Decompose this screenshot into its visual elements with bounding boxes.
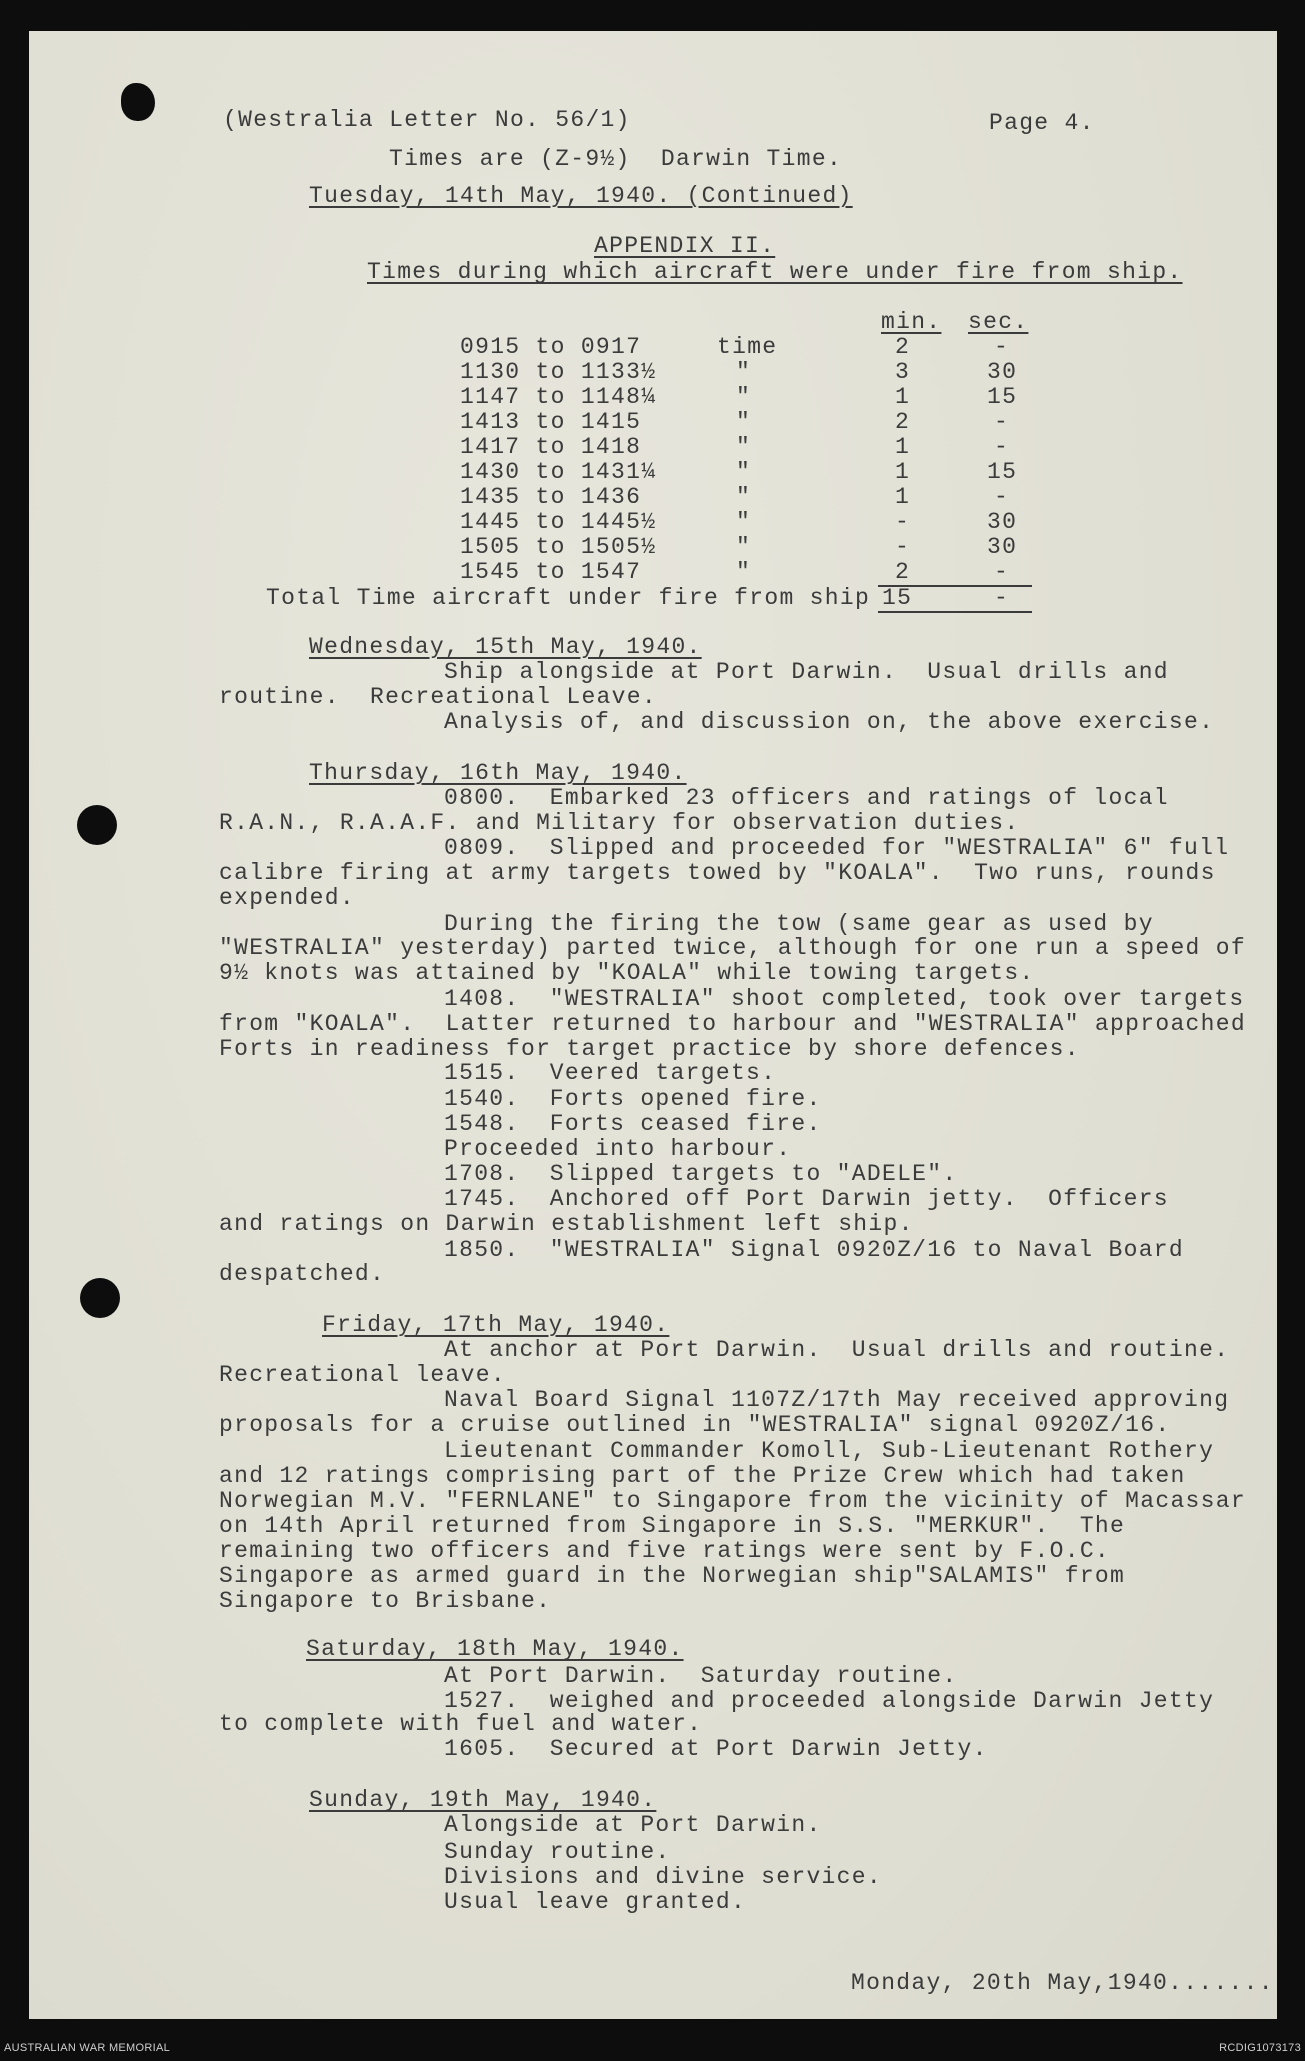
total-label: Total Time aircraft under fire from ship — [266, 585, 871, 612]
minutes: 2 — [895, 409, 911, 436]
log-line: from "KOALA". Latter returned to harbour and "WESTRALIA" approached — [219, 1010, 1246, 1037]
log-line: Usual leave granted. — [444, 1888, 747, 1915]
log-line: Sunday routine. — [444, 1838, 671, 1865]
log-line: 1745. Anchored off Port Darwin jetty. Officers — [444, 1185, 1169, 1212]
log-line: 1408. "WESTRALIA" shoot completed, took over targets — [444, 985, 1245, 1012]
row-label: time — [717, 334, 778, 361]
log-line: and 12 ratings comprising part of the Prize Crew which had taken — [219, 1462, 1186, 1489]
log-line: 9½ knots was attained by "KOALA" while towing targets. — [219, 959, 1035, 986]
seconds: 30 — [987, 359, 1018, 386]
seconds: - — [994, 334, 1010, 361]
log-line: calibre firing at army targets towed by "KOALA". Two runs, rounds — [219, 859, 1216, 886]
total-minutes: 15 — [882, 585, 913, 612]
log-line: Analysis of, and discussion on, the above exercise. — [444, 708, 1215, 735]
log-line: expended. — [219, 884, 355, 911]
time-range: 1445 to 1445½ — [460, 508, 657, 535]
log-line: Lieutenant Commander Komoll, Sub-Lieutenant Rothery — [444, 1437, 1215, 1464]
log-line: "WESTRALIA" yesterday) parted twice, although for one run a speed of — [219, 934, 1246, 961]
minutes: 3 — [895, 359, 911, 386]
time-range: 1435 to 1436 — [460, 484, 642, 510]
day-heading-sunday: Sunday, 19th May, 1940. — [309, 1787, 657, 1814]
log-line: 1605. Secured at Port Darwin Jetty. — [444, 1736, 988, 1763]
archive-id: RCDIG1073173 — [1219, 2042, 1301, 2054]
time-range: 1413 to 1415 — [460, 409, 642, 436]
row-label: " — [736, 484, 752, 510]
letter-reference: (Westralia Letter No. 56/1) — [223, 106, 631, 133]
total-rule — [878, 611, 1032, 613]
document-page — [29, 31, 1277, 2019]
log-line: At Port Darwin. Saturday routine. — [444, 1662, 958, 1689]
row-label: " — [736, 359, 752, 386]
minutes: 2 — [895, 558, 911, 585]
log-line: to complete with fuel and water. — [219, 1711, 703, 1738]
time-range: 0915 to 0917 — [460, 334, 642, 361]
column-header-sec: sec. — [968, 309, 1029, 336]
seconds: 15 — [987, 384, 1018, 411]
log-line: During the firing the tow (same gear as used by — [444, 911, 1154, 938]
log-line: R.A.N., R.A.A.F. and Military for observation duties. — [219, 809, 1020, 836]
seconds: 30 — [987, 508, 1018, 535]
continuation-note: Monday, 20th May,1940....... — [851, 1970, 1274, 1997]
punch-hole — [121, 83, 155, 121]
seconds: - — [994, 558, 1010, 585]
log-line: 1540. Forts opened fire. — [444, 1085, 822, 1112]
row-label: " — [736, 434, 752, 461]
minutes: 1 — [895, 384, 911, 411]
row-label: " — [736, 459, 752, 486]
log-line: Norwegian M.V. "FERNLANE" to Singapore from the vicinity of Macassar — [219, 1487, 1246, 1514]
time-range: 1417 to 1418 — [460, 434, 642, 461]
day-heading-thursday: Thursday, 16th May, 1940. — [309, 759, 687, 786]
log-line: 0809. Slipped and proceeded for "WESTRALIA" 6" full — [444, 834, 1230, 861]
seconds: 15 — [987, 459, 1018, 486]
minutes: - — [895, 508, 911, 535]
total-seconds: - — [994, 585, 1010, 612]
time-range: 1545 to 1547 — [460, 558, 642, 585]
time-range: 1430 to 1431¼ — [460, 459, 657, 486]
seconds: - — [994, 434, 1010, 461]
log-line: 1548. Forts ceased fire. — [444, 1110, 822, 1137]
row-label: " — [736, 384, 752, 411]
log-line: despatched. — [219, 1260, 386, 1287]
time-range: 1147 to 1148¼ — [460, 384, 657, 411]
punch-hole — [80, 1278, 120, 1318]
log-line: 0800. Embarked 23 officers and ratings of local — [444, 784, 1169, 811]
seconds: - — [994, 484, 1010, 510]
log-line: on 14th April returned from Singapore in S.S. "MERKUR". The — [219, 1512, 1126, 1539]
time-range: 1505 to 1505½ — [460, 533, 657, 560]
day-heading-friday: Friday, 17th May, 1940. — [322, 1311, 670, 1338]
column-header-min: min. — [881, 309, 942, 336]
minutes: 2 — [895, 334, 911, 361]
seconds: 30 — [987, 533, 1018, 560]
log-line: Singapore as armed guard in the Norwegian ship"SALAMIS" from — [219, 1562, 1126, 1589]
row-label: " — [736, 533, 752, 560]
time-range: 1130 to 1133½ — [460, 359, 657, 386]
day-heading-wednesday: Wednesday, 15th May, 1940. — [309, 633, 702, 660]
log-line: 1850. "WESTRALIA" Signal 0920Z/16 to Naval Board — [444, 1236, 1185, 1263]
row-label: " — [736, 558, 752, 585]
log-line: Forts in readiness for target practice by shore defences. — [219, 1035, 1080, 1062]
log-line: Proceeded into harbour. — [444, 1135, 792, 1162]
log-line: and ratings on Darwin establishment left ship. — [219, 1210, 914, 1237]
log-line: Alongside at Port Darwin. — [444, 1812, 822, 1839]
log-line: Singapore to Brisbane. — [219, 1587, 552, 1614]
log-line: remaining two officers and five ratings were sent by F.O.C. — [219, 1537, 1111, 1564]
minutes: 1 — [895, 484, 911, 510]
page-number: Page 4. — [989, 109, 1095, 136]
archive-credit: AUSTRALIAN WAR MEMORIAL — [4, 2042, 171, 2054]
minutes: - — [895, 533, 911, 560]
row-label: " — [736, 508, 752, 535]
log-line: At anchor at Port Darwin. Usual drills and routine. — [444, 1336, 1230, 1363]
log-line: 1527. weighed and proceeded alongside Darwin Jetty — [444, 1687, 1215, 1714]
log-line: 1515. Veered targets. — [444, 1059, 777, 1086]
seconds: - — [994, 409, 1010, 436]
log-line: 1708. Slipped targets to "ADELE". — [444, 1160, 958, 1187]
minutes: 1 — [895, 434, 911, 461]
log-line: Naval Board Signal 1107Z/17th May received approving — [444, 1386, 1230, 1413]
appendix-title: APPENDIX II. — [594, 233, 776, 260]
log-line: Recreational leave. — [219, 1361, 506, 1388]
appendix-subtitle: Times during which aircraft were under fire from ship. — [367, 259, 1183, 286]
minutes: 1 — [895, 459, 911, 486]
punch-hole — [77, 805, 117, 845]
log-line: proposals for a cruise outlined in "WESTRALIA" signal 0920Z/16. — [219, 1411, 1171, 1438]
log-line: Ship alongside at Port Darwin. Usual drills and — [444, 658, 1169, 685]
date-heading: Tuesday, 14th May, 1940. (Continued) — [309, 183, 853, 210]
log-line: Divisions and divine service. — [444, 1863, 882, 1890]
times-note: Times are (Z-9½) Darwin Time. — [389, 146, 843, 173]
log-line: routine. Recreational Leave. — [219, 683, 657, 710]
row-label: " — [736, 409, 752, 436]
day-heading-saturday: Saturday, 18th May, 1940. — [306, 1636, 684, 1663]
